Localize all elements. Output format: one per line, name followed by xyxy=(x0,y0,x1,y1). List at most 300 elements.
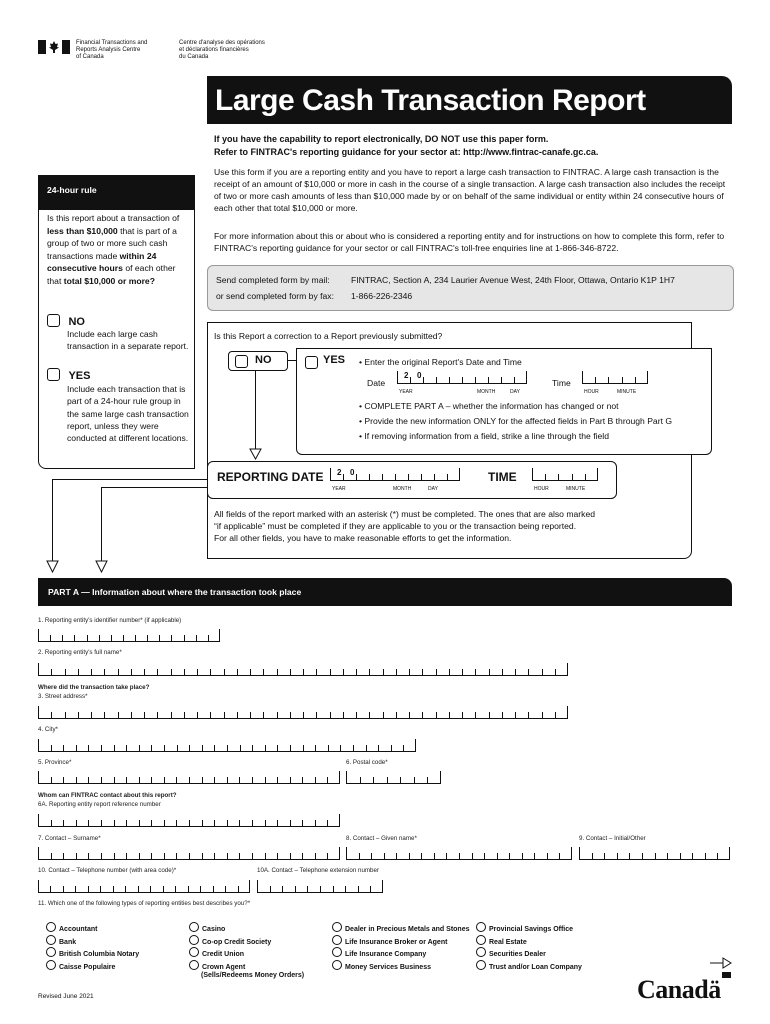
comb-tick xyxy=(617,853,618,859)
comb-tick xyxy=(290,745,291,751)
reporting-month-caption: MONTH xyxy=(393,486,412,492)
comb-tick xyxy=(582,371,583,383)
field-6-label: 6. Postal code* xyxy=(346,759,388,766)
original-date-label: Date xyxy=(367,378,386,388)
comb-tick xyxy=(189,745,190,751)
comb-tick xyxy=(238,886,239,892)
comb-tick xyxy=(171,635,172,641)
entity-option[interactable]: Money Services Business xyxy=(332,960,470,973)
original-time-label: Time xyxy=(552,378,571,388)
mail-address: FINTRAC, Section A, 234 Laurier Avenue West, 24th Floor, Ottawa, Ontario K1P 1H7 xyxy=(351,275,675,285)
comb-tick xyxy=(489,712,490,718)
radio-icon[interactable] xyxy=(476,960,486,970)
comb-tick xyxy=(188,886,189,892)
correction-yes-checkbox[interactable] xyxy=(305,356,318,369)
comb-tick xyxy=(383,669,384,675)
correction-yes-box xyxy=(296,348,712,455)
date-day-caption: DAY xyxy=(510,389,520,395)
intro-paragraph-1: Use this form if you are a reporting entity and you have to report a large cash transaction to FINTRAC. A large cash transaction is the receipt of an amount of $10,000 or more in cash in the course of a single transaction. A large cash transaction also includes the receipt of two or more cash amounts of less than $10,000 made by or on behalf of the same individual or entity within 24 consecutive hours of each other that total $10,000 or more. xyxy=(214,167,726,213)
comb-tick xyxy=(316,712,317,718)
correction-no-label: NO xyxy=(255,354,272,366)
date-prefill-digit: 2 xyxy=(404,371,409,380)
reference-number-input[interactable] xyxy=(38,814,340,827)
comb-tick xyxy=(559,853,560,859)
next-page-arrow-icon xyxy=(710,957,732,969)
entity-option[interactable]: Dealer in Precious Metals and Stones xyxy=(332,922,470,935)
comb-tick xyxy=(78,669,79,675)
comb-tick xyxy=(151,745,152,751)
entity-option[interactable]: Trust and/or Loan Company xyxy=(476,960,582,973)
connector-line xyxy=(101,487,207,488)
rule-no-checkbox[interactable] xyxy=(47,314,60,327)
comb-tick xyxy=(101,777,102,783)
comb-tick xyxy=(114,745,115,751)
field-3-label: 3. Street address* xyxy=(38,693,88,700)
comb-tick xyxy=(692,853,693,859)
comb-tick xyxy=(176,820,177,826)
entity-option[interactable]: Real Estate xyxy=(476,935,582,948)
comb-tick xyxy=(434,853,435,859)
comb-tick xyxy=(526,371,527,383)
comb-tick xyxy=(522,853,523,859)
comb-tick xyxy=(249,880,250,892)
comb-tick xyxy=(303,712,304,718)
comb-tick xyxy=(237,712,238,718)
comb-tick xyxy=(395,474,396,480)
comb-tick xyxy=(366,745,367,751)
time-hour-caption: HOUR xyxy=(584,389,599,395)
comb-tick xyxy=(250,669,251,675)
entity-option[interactable]: Casino xyxy=(189,922,304,935)
comb-tick xyxy=(547,853,548,859)
contact-initial-input[interactable] xyxy=(579,847,730,860)
comb-tick xyxy=(257,880,258,892)
entity-option[interactable]: Caisse Populaire xyxy=(46,960,139,973)
comb-tick xyxy=(328,745,329,751)
comb-tick xyxy=(184,712,185,718)
canada-wordmark: Canadä xyxy=(637,975,721,1004)
entity-option[interactable]: Life Insurance Company xyxy=(332,947,470,960)
field-6a-label: 6A. Reporting entity report reference number xyxy=(38,801,161,808)
connector-line xyxy=(52,479,207,480)
comb-tick xyxy=(151,820,152,826)
comb-tick xyxy=(532,468,533,480)
rule-yes-checkbox[interactable] xyxy=(47,368,60,381)
comb-tick xyxy=(126,777,127,783)
comb-tick xyxy=(76,820,77,826)
comb-tick xyxy=(316,669,317,675)
comb-tick xyxy=(567,663,568,675)
entity-type-col-2 xyxy=(189,922,304,981)
comb-tick xyxy=(104,669,105,675)
comb-tick xyxy=(202,777,203,783)
comb-tick xyxy=(369,669,370,675)
comb-tick xyxy=(139,820,140,826)
comb-tick xyxy=(51,777,52,783)
comb-tick xyxy=(171,712,172,718)
comb-tick xyxy=(472,853,473,859)
comb-tick xyxy=(88,886,89,892)
comb-tick xyxy=(175,886,176,892)
comb-tick xyxy=(151,777,152,783)
whom-heading: Whom can FINTRAC contact about this report? xyxy=(38,792,177,799)
field-5-label: 5. Province* xyxy=(38,759,72,766)
comb-tick xyxy=(76,745,77,751)
comb-tick xyxy=(446,853,447,859)
comb-tick xyxy=(555,712,556,718)
comb-tick xyxy=(196,635,197,641)
rule-no-description: Include each large cash transaction in a separate report. xyxy=(67,329,189,351)
comb-tick xyxy=(302,777,303,783)
field-4-label: 4. City* xyxy=(38,726,58,733)
comb-tick xyxy=(423,377,424,383)
comb-tick xyxy=(427,777,428,783)
comb-tick xyxy=(51,820,52,826)
postal-code-input[interactable] xyxy=(346,771,441,784)
correction-no-checkbox[interactable] xyxy=(235,355,248,368)
comb-tick xyxy=(88,820,89,826)
field-2-label: 2. Reporting entity's full name* xyxy=(38,649,122,656)
comb-tick xyxy=(459,853,460,859)
entity-option[interactable]: Provincial Savings Office xyxy=(476,922,582,935)
date-prefill-digit: 0 xyxy=(417,371,422,380)
entity-option[interactable]: British Columbia Notary xyxy=(46,947,139,960)
reporting-date-box xyxy=(207,461,617,499)
comb-tick xyxy=(282,886,283,892)
comb-tick xyxy=(327,820,328,826)
connector-line xyxy=(255,369,256,449)
comb-tick xyxy=(356,474,357,480)
comb-tick xyxy=(415,739,416,751)
comb-tick xyxy=(396,712,397,718)
comb-tick xyxy=(315,820,316,826)
comb-tick xyxy=(224,712,225,718)
radio-icon[interactable] xyxy=(46,935,56,945)
comb-tick xyxy=(370,886,371,892)
radio-icon[interactable] xyxy=(189,960,199,970)
entity-option[interactable]: Crown Agent xyxy=(189,960,304,973)
entity-name-input[interactable] xyxy=(38,663,568,676)
comb-tick xyxy=(138,886,139,892)
comb-tick xyxy=(62,635,63,641)
field-10-label: 10. Contact – Telephone number (with area code)* xyxy=(38,867,177,874)
comb-tick xyxy=(667,853,668,859)
agency-name-en: Financial Transactions and Reports Analysis Centre of Canada xyxy=(76,40,148,60)
comb-tick xyxy=(488,377,489,383)
telephone-input[interactable] xyxy=(38,880,250,893)
part-a-header: PART A — Information about where the transaction took place xyxy=(38,578,732,606)
comb-tick xyxy=(303,745,304,751)
comb-tick xyxy=(396,669,397,675)
comb-tick xyxy=(38,706,39,718)
comb-tick xyxy=(371,853,372,859)
radio-icon[interactable] xyxy=(189,947,199,957)
comb-tick xyxy=(227,777,228,783)
comb-tick xyxy=(147,635,148,641)
field-11-label: 11. Which one of the following types of reporting entities best describes you?* xyxy=(38,900,251,907)
comb-tick xyxy=(189,853,190,859)
connector-line xyxy=(52,479,53,562)
city-input[interactable] xyxy=(38,739,416,752)
comb-tick xyxy=(214,777,215,783)
comb-tick xyxy=(315,853,316,859)
comb-tick xyxy=(250,712,251,718)
comb-tick xyxy=(91,712,92,718)
comb-tick xyxy=(369,474,370,480)
comb-tick xyxy=(277,669,278,675)
rule-yes-option[interactable] xyxy=(47,366,90,384)
comb-tick xyxy=(369,712,370,718)
comb-tick xyxy=(421,474,422,480)
comb-tick xyxy=(515,712,516,718)
radio-icon[interactable] xyxy=(46,960,56,970)
down-arrow-icon xyxy=(46,560,108,574)
comb-tick xyxy=(88,745,89,751)
comb-tick xyxy=(339,847,340,859)
comb-tick xyxy=(409,669,410,675)
comb-tick xyxy=(608,377,609,383)
reporting-date-label: REPORTING DATE xyxy=(217,470,324,484)
comb-tick xyxy=(50,635,51,641)
comb-tick xyxy=(484,853,485,859)
comb-tick xyxy=(184,669,185,675)
comb-tick xyxy=(436,377,437,383)
province-input[interactable] xyxy=(38,771,340,784)
comb-tick xyxy=(346,847,347,859)
comb-tick xyxy=(414,777,415,783)
entity-type-col-3 xyxy=(332,922,470,972)
comb-tick xyxy=(396,853,397,859)
contact-surname-input[interactable] xyxy=(38,847,340,860)
radio-icon[interactable] xyxy=(189,935,199,945)
comb-tick xyxy=(38,814,39,826)
comb-tick xyxy=(227,853,228,859)
reporting-year-caption: YEAR xyxy=(332,486,346,492)
comb-tick xyxy=(408,474,409,480)
comb-tick xyxy=(356,669,357,675)
fax-label: or send completed form by fax: xyxy=(216,291,334,301)
comb-tick xyxy=(50,886,51,892)
comb-tick xyxy=(225,886,226,892)
comb-tick xyxy=(635,377,636,383)
radio-icon[interactable] xyxy=(476,947,486,957)
comb-tick xyxy=(252,820,253,826)
entity-option[interactable]: Co-op Credit Society xyxy=(189,935,304,948)
date-year-caption: YEAR xyxy=(399,389,413,395)
entity-type-col-4 xyxy=(476,922,582,972)
comb-tick xyxy=(595,377,596,383)
comb-tick xyxy=(449,712,450,718)
radio-icon[interactable] xyxy=(46,947,56,957)
revised-date: Revised June 2021 xyxy=(38,993,94,1000)
comb-tick xyxy=(277,777,278,783)
comb-tick xyxy=(150,886,151,892)
radio-icon[interactable] xyxy=(476,922,486,932)
comb-tick xyxy=(184,635,185,641)
comb-tick xyxy=(647,371,648,383)
comb-tick xyxy=(51,853,52,859)
comb-tick xyxy=(139,777,140,783)
mail-label: Send completed form by mail: xyxy=(216,275,330,285)
comb-tick xyxy=(91,669,92,675)
entity-option[interactable]: Credit Union xyxy=(189,947,304,960)
comb-tick xyxy=(38,771,39,783)
comb-tick xyxy=(157,712,158,718)
comb-tick xyxy=(409,853,410,859)
comb-tick xyxy=(475,377,476,383)
comb-tick xyxy=(104,712,105,718)
comb-tick xyxy=(462,712,463,718)
comb-tick xyxy=(164,820,165,826)
correction-question: Is this Report a correction to a Report previously submitted? xyxy=(214,331,443,341)
comb-tick xyxy=(38,629,39,641)
comb-tick xyxy=(87,635,88,641)
comb-tick xyxy=(263,669,264,675)
comb-tick xyxy=(383,712,384,718)
page-title: Large Cash Transaction Report xyxy=(207,76,732,124)
radio-icon[interactable] xyxy=(332,947,342,957)
radio-icon[interactable] xyxy=(476,935,486,945)
comb-tick xyxy=(434,474,435,480)
comb-tick xyxy=(213,886,214,892)
comb-tick xyxy=(126,853,127,859)
comb-tick xyxy=(327,853,328,859)
comb-tick xyxy=(403,745,404,751)
intro-paragraph-2: For more information about this or about who is considered a reporting entity and for instructions on how to complete this form, refer to FINTRAC's reporting guidance for your sector or call FINTRAC's toll-free enquiries line at 1-866-346-8722. xyxy=(214,231,725,253)
comb-tick xyxy=(475,712,476,718)
comb-tick xyxy=(214,745,215,751)
comb-tick xyxy=(164,777,165,783)
comb-tick xyxy=(290,853,291,859)
comb-tick xyxy=(440,771,441,783)
comb-tick xyxy=(208,635,209,641)
comb-tick xyxy=(501,377,502,383)
comb-tick xyxy=(265,853,266,859)
comb-tick xyxy=(302,820,303,826)
comb-tick xyxy=(655,853,656,859)
comb-tick xyxy=(567,706,568,718)
reporting-prefill-digit: 2 xyxy=(337,468,342,477)
comb-tick xyxy=(252,745,253,751)
comb-tick xyxy=(38,880,39,892)
reporting-prefill-digit: 0 xyxy=(350,468,355,477)
radio-icon[interactable] xyxy=(189,922,199,932)
identifier-number-input[interactable] xyxy=(38,629,220,642)
radio-icon[interactable] xyxy=(332,935,342,945)
comb-tick xyxy=(151,853,152,859)
comb-tick xyxy=(360,777,361,783)
comb-tick xyxy=(131,669,132,675)
comb-tick xyxy=(422,669,423,675)
fax-number: 1-866-226-2346 xyxy=(351,291,413,301)
comb-tick xyxy=(144,712,145,718)
comb-tick xyxy=(290,712,291,718)
comb-tick xyxy=(63,853,64,859)
entity-option[interactable]: Life Insurance Broker or Agent xyxy=(332,935,470,948)
reporting-time-label: TIME xyxy=(488,470,517,484)
field-9-label: 9. Contact – Initial/Other xyxy=(579,835,646,842)
entity-option[interactable]: Securities Dealer xyxy=(476,947,582,960)
radio-icon[interactable] xyxy=(332,960,342,970)
extension-input[interactable] xyxy=(257,880,383,893)
comb-tick xyxy=(240,745,241,751)
rule-question: Is this report about a transaction of less than $10,000 that is part of a group of two or more such cash transactions made within 24 consecutive hours of each other that total $10,000 or more? xyxy=(47,213,180,286)
where-heading: Where did the transaction take place? xyxy=(38,684,150,691)
comb-tick xyxy=(63,886,64,892)
comb-tick xyxy=(462,669,463,675)
comb-tick xyxy=(475,669,476,675)
twenty-four-hour-rule-box xyxy=(38,175,195,469)
comb-tick xyxy=(200,886,201,892)
comb-tick xyxy=(277,820,278,826)
comb-tick xyxy=(114,853,115,859)
comb-tick xyxy=(51,669,52,675)
connector-line xyxy=(101,487,102,562)
comb-tick xyxy=(65,712,66,718)
correction-yes-label: YES xyxy=(323,354,346,366)
comb-tick xyxy=(38,739,39,751)
comb-tick xyxy=(176,777,177,783)
comb-tick xyxy=(171,669,172,675)
comb-tick xyxy=(38,847,39,859)
comb-tick xyxy=(604,853,605,859)
correction-no-option[interactable] xyxy=(228,351,288,371)
comb-tick xyxy=(447,474,448,480)
comb-tick xyxy=(345,886,346,892)
crown-agent-note: (Sells/Redeems Money Orders) xyxy=(201,972,305,979)
comb-tick xyxy=(359,853,360,859)
comb-tick xyxy=(642,853,643,859)
comb-tick xyxy=(295,886,296,892)
wordmark-flag-icon xyxy=(722,972,731,978)
comb-tick xyxy=(343,669,344,675)
comb-tick xyxy=(509,853,510,859)
radio-icon[interactable] xyxy=(332,922,342,932)
field-10a-label: 10A. Contact – Telephone extension number xyxy=(257,867,379,874)
comb-tick xyxy=(239,777,240,783)
comb-tick xyxy=(277,712,278,718)
comb-tick xyxy=(139,745,140,751)
comb-tick xyxy=(422,712,423,718)
comb-tick xyxy=(139,853,140,859)
comb-tick xyxy=(387,777,388,783)
comb-tick xyxy=(515,669,516,675)
comb-tick xyxy=(214,820,215,826)
contact-given-name-input[interactable] xyxy=(346,847,572,860)
comb-tick xyxy=(327,777,328,783)
comb-tick xyxy=(75,886,76,892)
comb-tick xyxy=(497,853,498,859)
comb-tick xyxy=(597,468,598,480)
comb-tick xyxy=(277,745,278,751)
comb-tick xyxy=(729,847,730,859)
comb-tick xyxy=(202,745,203,751)
comb-tick xyxy=(542,669,543,675)
comb-tick xyxy=(239,820,240,826)
asterisk-note: All fields of the report marked with an asterisk (*) must be completed. The ones that are also marked “if applicable” must be completed if they are applicable to you or the transaction being reported. For all other fields, you have to make reasonable efforts to get the information. xyxy=(214,509,596,543)
comb-tick xyxy=(391,745,392,751)
comb-tick xyxy=(330,712,331,718)
entity-option[interactable]: Accountant xyxy=(46,922,139,935)
radio-icon[interactable] xyxy=(46,922,56,932)
comb-tick xyxy=(489,669,490,675)
comb-tick xyxy=(189,820,190,826)
comb-tick xyxy=(51,712,52,718)
rule-yes-description: Include each transaction that is part of a 24-hour rule group in the same large cash transaction report, unless they were conducted at different locations. xyxy=(67,384,189,444)
street-address-input[interactable] xyxy=(38,706,568,719)
entity-option[interactable]: Bank xyxy=(46,935,139,948)
comb-tick xyxy=(239,853,240,859)
